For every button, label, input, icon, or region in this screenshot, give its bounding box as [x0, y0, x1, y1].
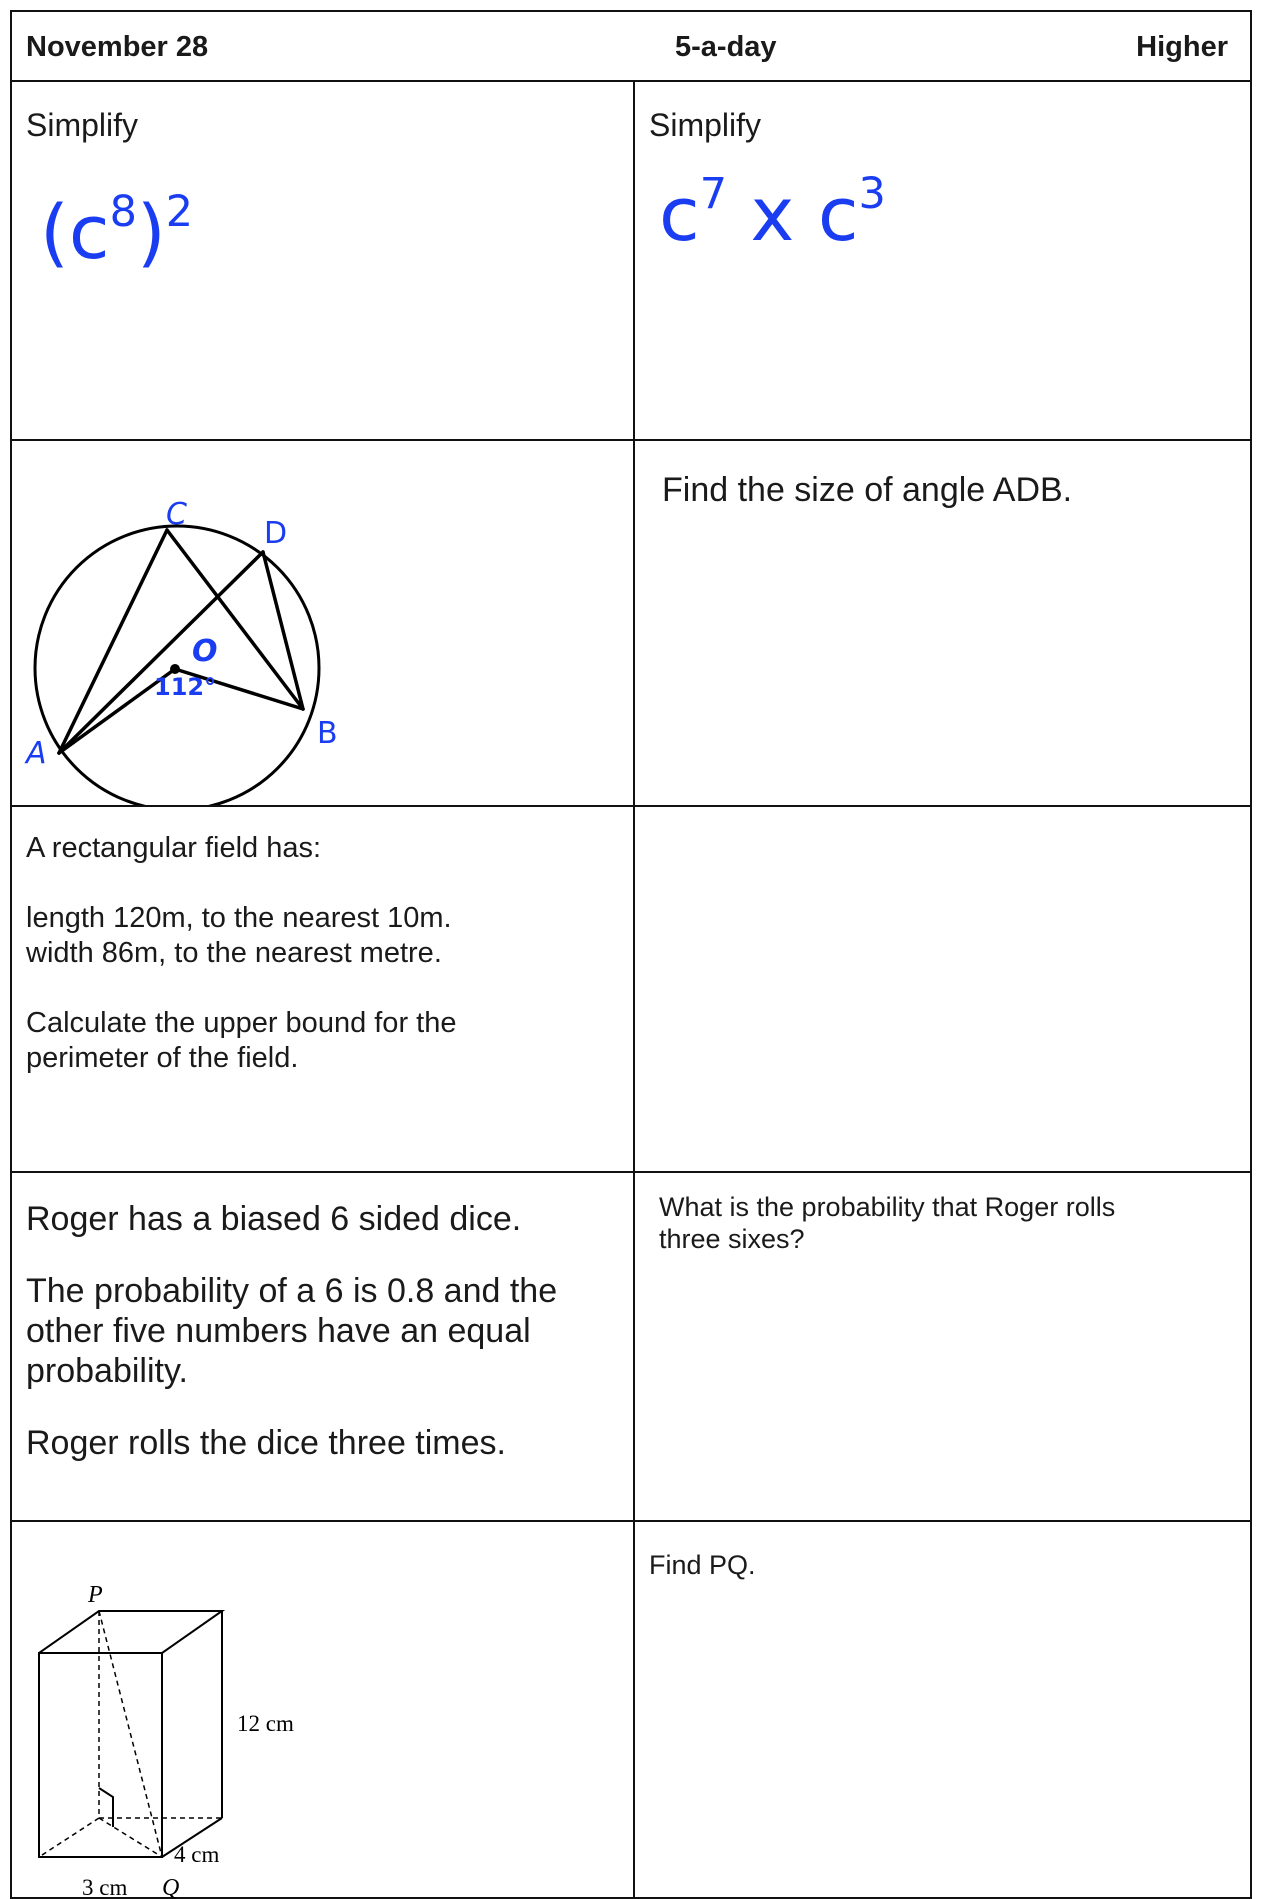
expr-base: c	[659, 172, 700, 258]
question-5-question: three sixes?	[659, 1224, 805, 1254]
cuboid-front-face	[39, 1653, 162, 1857]
label-angle: 112°	[154, 673, 217, 701]
worksheet-date: November 28	[26, 31, 209, 63]
question-5-line: other five numbers have an equal	[26, 1312, 531, 1350]
question-5-question-cell	[635, 1173, 1252, 1520]
right-angle-mark	[99, 1788, 113, 1827]
label-q: Q	[162, 1875, 180, 1899]
circle-theorem-diagram	[12, 441, 352, 805]
question-5-line: probability.	[26, 1352, 188, 1390]
chord-ac	[59, 530, 167, 753]
question-6-text: Find PQ.	[649, 1550, 756, 1580]
expr-exponent: 7	[699, 168, 727, 219]
question-4-task: Calculate the upper bound for the	[26, 1007, 457, 1039]
label-b: B	[317, 716, 338, 751]
question-5-line: Roger has a biased 6 sided dice.	[26, 1200, 522, 1238]
worksheet-table	[10, 10, 1252, 1899]
label-a: A	[26, 736, 47, 771]
base-diagonal	[99, 1818, 162, 1857]
question-5-line: Roger rolls the dice three times.	[26, 1424, 506, 1462]
question-5-line: The probability of a 6 is 0.8 and the	[26, 1272, 558, 1310]
expr-base: (c	[40, 190, 110, 276]
question-5-question: What is the probability that Roger rolls	[659, 1192, 1116, 1222]
question-3-diagram-cell	[12, 441, 633, 805]
question-1-cell	[12, 82, 633, 439]
question-4-intro: A rectangular field has:	[26, 832, 322, 864]
label-width: 3 cm	[82, 1875, 128, 1899]
space-diagonal-pq	[99, 1611, 162, 1857]
question-3-text: Find the size of angle ADB.	[662, 471, 1073, 509]
expr-exponent: 8	[109, 186, 137, 237]
worksheet-title: 5-a-day	[675, 31, 777, 63]
label-depth: 4 cm	[174, 1842, 220, 1867]
question-3-cell	[635, 441, 1252, 805]
question-5-cell	[12, 1173, 633, 1520]
question-4-task: perimeter of the field.	[26, 1042, 299, 1074]
question-6-diagram-cell	[12, 1522, 633, 1899]
question-1-instruction: Simplify	[26, 107, 139, 143]
label-d: D	[264, 516, 288, 551]
question-4-answer-cell	[635, 807, 1252, 1171]
question-4-width: width 86m, to the nearest metre.	[26, 937, 442, 969]
expr-exponent: 2	[165, 186, 194, 237]
question-2-cell	[635, 82, 1252, 439]
label-p: P	[88, 1582, 103, 1608]
label-c: C	[166, 497, 187, 532]
expr-paren: )	[136, 190, 166, 276]
question-4-length: length 120m, to the nearest 10m.	[26, 902, 452, 934]
expr-times: x c	[727, 172, 859, 258]
cuboid-top-face	[39, 1611, 222, 1653]
expr-exponent: 3	[858, 168, 886, 219]
question-4-cell	[12, 807, 633, 1171]
question-2-expression	[659, 168, 886, 258]
worksheet-level: Higher	[1136, 31, 1228, 63]
question-1-expression	[40, 186, 194, 276]
label-height: 12 cm	[237, 1711, 294, 1736]
chord-ad	[59, 552, 263, 753]
hidden-edge	[39, 1818, 99, 1857]
question-2-instruction: Simplify	[649, 107, 762, 143]
label-o: O	[192, 634, 218, 669]
question-6-cell	[635, 1522, 1252, 1899]
cuboid-diagram	[12, 1522, 342, 1899]
